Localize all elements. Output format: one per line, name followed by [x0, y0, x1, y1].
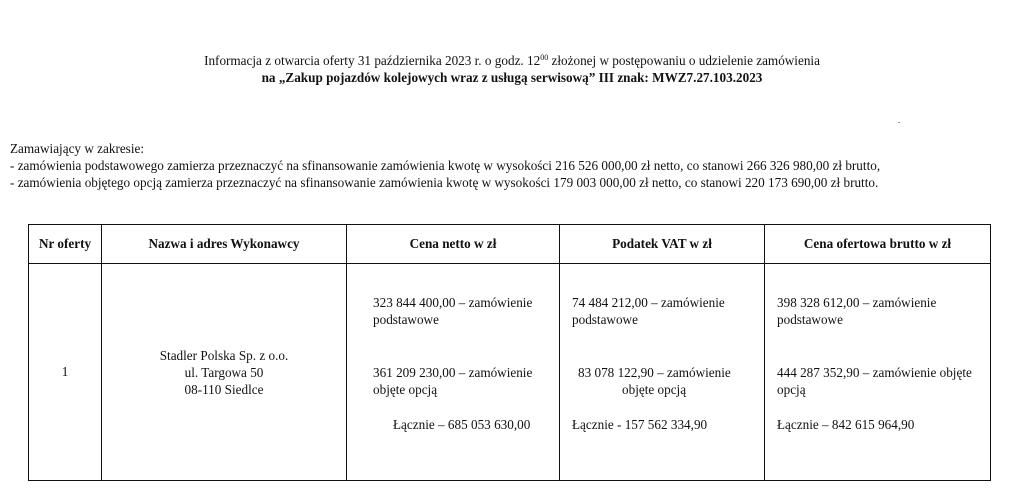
- scan-speck: [898, 122, 900, 123]
- cell-contractor: [102, 264, 347, 481]
- vat-basic: 74 484 212,00 – zamówienie podstawowe: [572, 295, 725, 327]
- table-row: [29, 264, 991, 481]
- cell-brutto: [765, 264, 991, 481]
- intro-item-option: - zamówienia objętego opcją zamierza przeznaczyć na sfinansowanie zamówienia kwotę w wysokości 179 003 000,00 zł netto, co stanowi 220 173 690,00 zł brutto.: [10, 175, 879, 190]
- col-header-netto: Cena netto w zł: [347, 225, 560, 264]
- netto-option: 361 209 230,00 – zamówienie objęte opcją: [373, 365, 533, 397]
- cell-offer-number: 1: [29, 264, 102, 481]
- col-header-vat: Podatek VAT w zł: [560, 225, 765, 264]
- header-line-1-tail: złożonej w postępowaniu o udzielenie zamówienia: [548, 53, 820, 68]
- header-line-1: [0, 52, 1024, 69]
- netto-basic: 323 844 400,00 – zamówienie podstawowe: [373, 295, 533, 327]
- col-header-brutto: Cena ofertowa brutto w zł: [765, 225, 991, 264]
- vat-option: [578, 364, 760, 398]
- intro-section: [10, 140, 1020, 191]
- cell-netto: [347, 264, 560, 481]
- brutto-total: Łącznie – 842 615 964,90: [777, 417, 915, 432]
- cell-vat: [560, 264, 765, 481]
- intro-item-basic: - zamówienia podstawowego zamierza przeznaczyć na sfinansowanie zamówienia kwotę w wysokości 216 526 000,00 zł netto, co stanowi 266 326 980,00 zł brutto,: [10, 158, 881, 173]
- contractor-city: 08-110 Siedlce: [184, 381, 264, 397]
- document-header: [0, 52, 1024, 86]
- col-header-name: Nazwa i adres Wykonawcy: [102, 225, 347, 264]
- col-header-nr: Nr oferty: [29, 225, 102, 264]
- header-time-superscript: 00: [540, 53, 549, 62]
- header-line-1-main: Informacja z otwarcia oferty 31 października 2023 r. o godz. 12: [204, 53, 541, 68]
- vat-option-line2: objęte opcją: [622, 382, 687, 397]
- table-header-row: [29, 225, 991, 264]
- netto-total: Łącznie – 685 053 630,00: [393, 417, 531, 432]
- contractor-name: Stadler Polska Sp. z o.o.: [159, 347, 289, 363]
- contractor-street: ul. Targowa 50: [184, 364, 264, 380]
- header-line-2: na „Zakup pojazdów kolejowych wraz z usługą serwisową” III znak: MWZ7.27.103.2023: [261, 70, 763, 85]
- vat-option-line1: 83 078 122,90 – zamówienie: [578, 365, 731, 380]
- brutto-basic: 398 328 612,00 – zamówienie podstawowe: [777, 295, 937, 327]
- brutto-option: 444 287 352,90 – zamówienie objęte opcją: [777, 365, 972, 397]
- vat-total: Łącznie - 157 562 334,90: [572, 417, 708, 432]
- intro-lead: Zamawiający w zakresie:: [10, 141, 144, 156]
- offers-table: [28, 224, 991, 481]
